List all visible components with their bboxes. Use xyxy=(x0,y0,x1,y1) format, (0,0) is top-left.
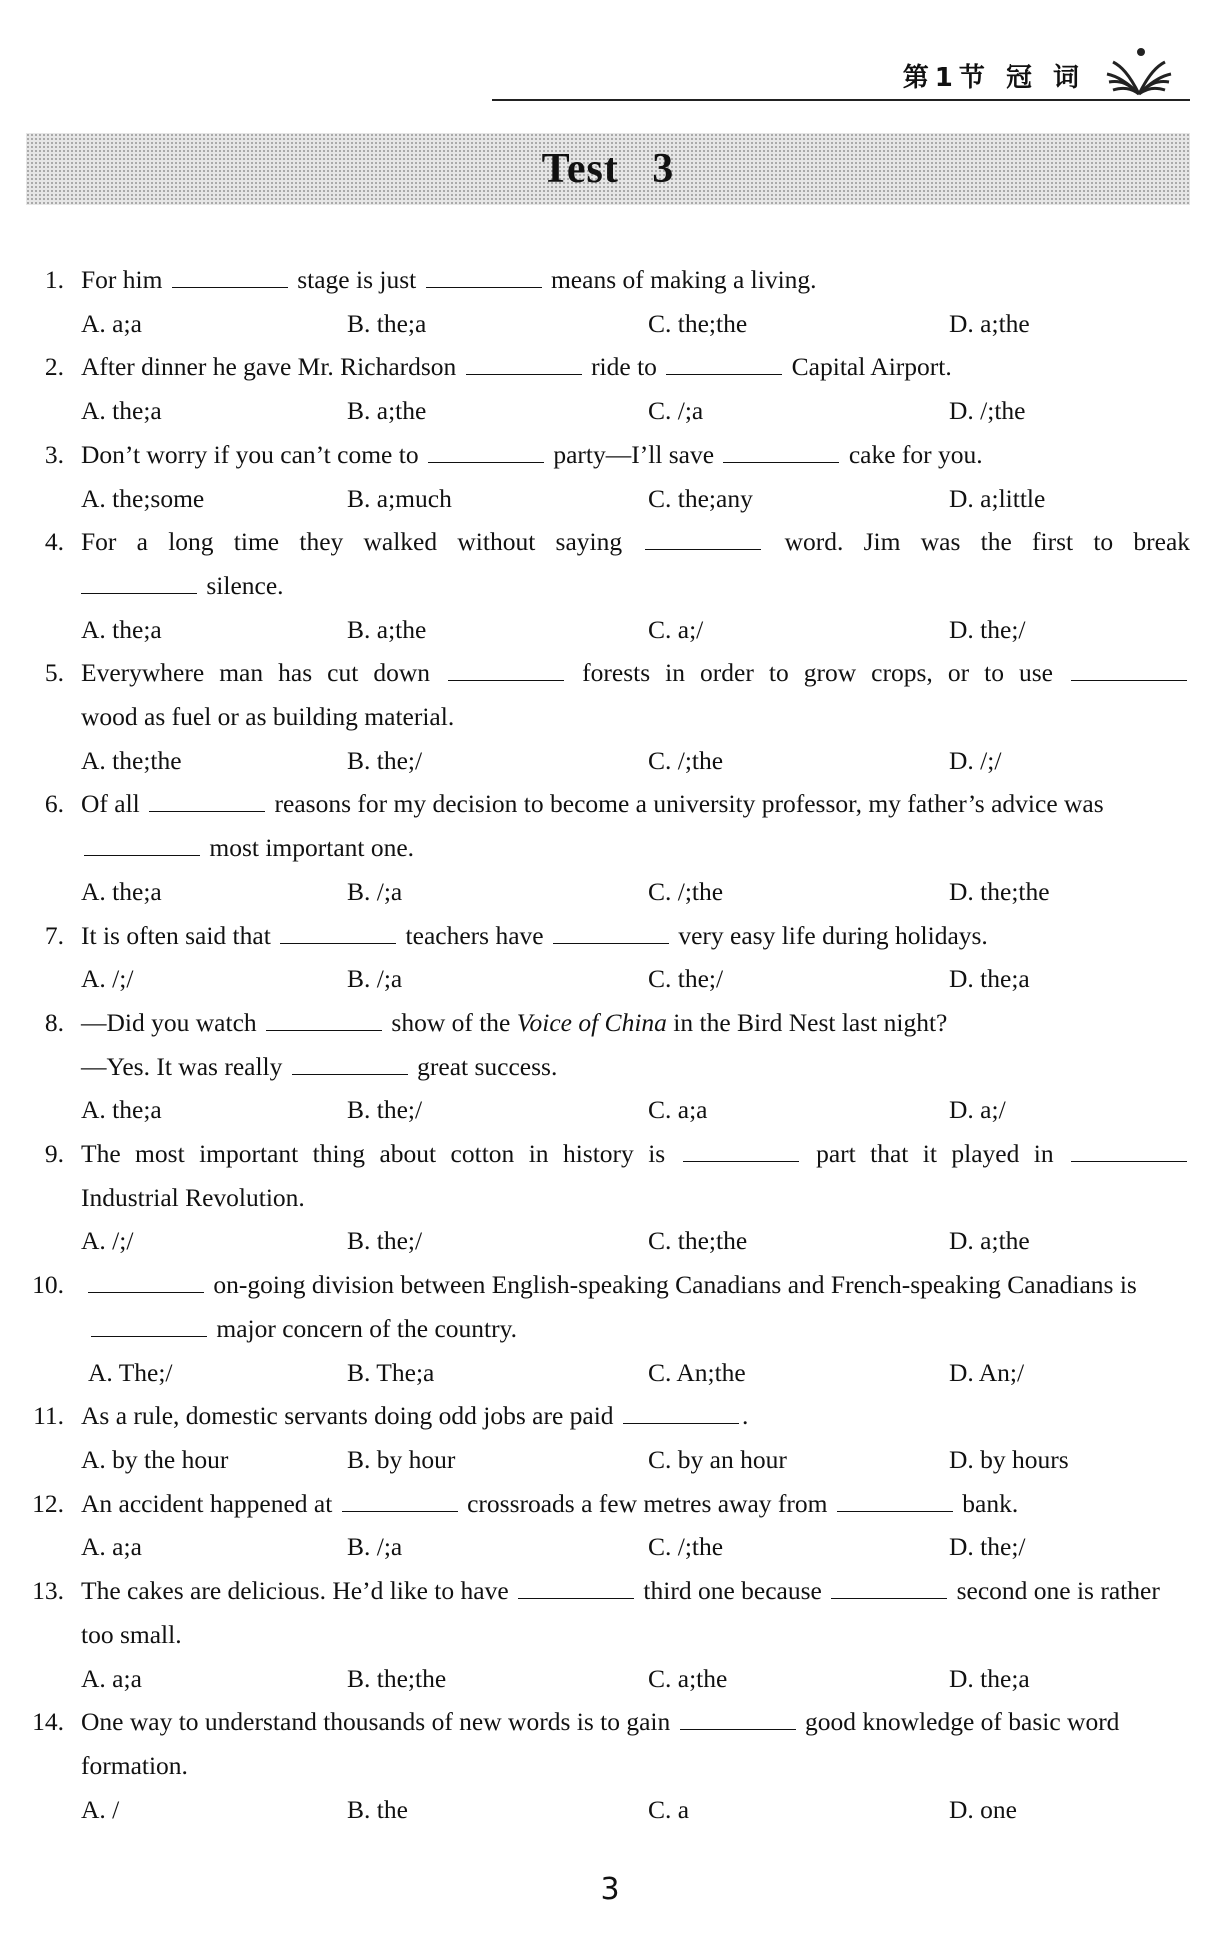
answer-options xyxy=(0,739,1220,783)
answer-blank xyxy=(342,1491,458,1512)
answer-blank xyxy=(149,791,265,812)
stem-text: One way to understand thousands of new words is to gain xyxy=(81,1707,671,1737)
question-stem xyxy=(0,651,1220,738)
question-stem xyxy=(0,782,1220,869)
stem-text: For him xyxy=(81,265,163,294)
option-b: B. a;the xyxy=(347,614,427,644)
option-a: A. the;a xyxy=(81,614,162,644)
question-stem xyxy=(0,520,1220,607)
stem-text: It is often said that xyxy=(81,920,271,950)
answer-blank xyxy=(84,835,200,856)
answer-options xyxy=(0,477,1220,521)
answer-blank xyxy=(172,267,288,288)
question-13 xyxy=(0,1569,1220,1700)
stem-text: crossroads a few metres away from xyxy=(467,1488,828,1518)
stem-text: second one is rather too small. xyxy=(81,1576,1160,1649)
question-number: 5. xyxy=(44,658,64,688)
question-7 xyxy=(0,914,1220,1001)
answer-options xyxy=(0,389,1220,433)
question-number: 10. xyxy=(32,1270,64,1300)
question-number: 14. xyxy=(32,1707,64,1737)
leaf-book-logo-icon xyxy=(1103,44,1175,107)
question-stem xyxy=(0,1263,1220,1350)
question-8 xyxy=(0,1001,1220,1132)
stem-text: part that it played in xyxy=(816,1139,1054,1169)
answer-blank xyxy=(280,923,396,944)
option-d: D. a;/ xyxy=(949,1095,1006,1125)
option-a: A. /;/ xyxy=(81,964,134,994)
stem-text: on-going division between English-speaking Canadians and French-speaking Canadians is xyxy=(213,1270,1137,1300)
test-title: Test 3 xyxy=(541,146,675,192)
question-number: 9. xyxy=(44,1139,64,1169)
stem-text: word. Jim was the first to break xyxy=(784,527,1191,557)
question-stem xyxy=(0,1482,1220,1526)
option-b: B. a;much xyxy=(347,483,452,513)
question-12 xyxy=(0,1482,1220,1569)
option-a: A. by the hour xyxy=(81,1444,229,1474)
question-stem xyxy=(0,1569,1220,1656)
stem-text: Industrial Revolution. xyxy=(81,1182,305,1212)
stem-text: most important one. xyxy=(209,833,415,863)
option-c: C. a;/ xyxy=(648,614,704,644)
option-d: D. /;/ xyxy=(949,745,1002,775)
question-stem xyxy=(0,1132,1220,1219)
answer-blank xyxy=(683,1141,799,1162)
question-1 xyxy=(0,258,1220,345)
answer-options xyxy=(0,1351,1220,1395)
option-b: B. /;a xyxy=(347,1532,403,1562)
answer-blank xyxy=(553,923,669,944)
option-a: A. /;/ xyxy=(81,1226,134,1256)
question-stem xyxy=(0,1700,1220,1787)
option-d: D. the;a xyxy=(949,1663,1030,1693)
stem-text: reasons for my decision to become a university professor, my father’s advice was xyxy=(274,789,1104,819)
answer-blank xyxy=(88,1272,204,1293)
stem-text: ride to xyxy=(591,352,657,382)
option-a: A. a;a xyxy=(81,1663,142,1693)
stem-text: . xyxy=(741,1401,749,1431)
question-stem xyxy=(0,1001,1220,1088)
option-b: B. a;the xyxy=(347,396,427,426)
question-number: 2. xyxy=(44,352,64,382)
answer-blank xyxy=(1071,1141,1187,1162)
stem-text: good knowledge of basic word formation. xyxy=(81,1707,1120,1780)
question-number: 4. xyxy=(44,527,64,557)
answer-blank xyxy=(1071,660,1187,681)
question-number: 3. xyxy=(44,439,64,469)
option-a: A. the;a xyxy=(81,1095,162,1125)
question-list xyxy=(0,258,1220,1831)
answer-blank xyxy=(680,1709,796,1730)
option-d: D. the;/ xyxy=(949,1532,1026,1562)
question-number: 13. xyxy=(32,1576,64,1606)
option-c: C. by an hour xyxy=(648,1444,787,1474)
answer-blank xyxy=(266,1010,382,1031)
stem-text: in the Bird Nest last night? xyxy=(673,1007,948,1037)
stem-text: —Did you watch xyxy=(81,1007,257,1037)
option-c: C. a xyxy=(648,1794,690,1824)
question-3 xyxy=(0,433,1220,520)
question-number: 6. xyxy=(44,789,64,819)
header-rule xyxy=(492,99,1190,101)
option-a: A. the;the xyxy=(81,745,182,775)
answer-blank xyxy=(623,1403,739,1424)
option-c: C. /;the xyxy=(648,1532,724,1562)
stem-text: bank. xyxy=(962,1488,1019,1518)
option-c: C. the;any xyxy=(648,483,753,513)
option-b: B. /;a xyxy=(347,964,403,994)
title-banner xyxy=(26,133,1190,205)
stem-text: cake for you. xyxy=(848,439,983,469)
stem-text: party—I’ll save xyxy=(553,439,715,469)
option-c: C. a;the xyxy=(648,1663,728,1693)
answer-blank xyxy=(466,354,582,375)
option-b: B. by hour xyxy=(347,1444,456,1474)
stem-text: third one because xyxy=(643,1576,822,1606)
question-2 xyxy=(0,345,1220,432)
option-b: B. the xyxy=(347,1794,408,1824)
option-b: B. the;/ xyxy=(347,1095,423,1125)
stem-text: wood as fuel or as building material. xyxy=(81,702,455,732)
option-d: D. by hours xyxy=(949,1444,1069,1474)
option-c: C. the;the xyxy=(648,1226,748,1256)
answer-blank xyxy=(426,267,542,288)
answer-blank xyxy=(428,442,544,463)
answer-blank xyxy=(837,1491,953,1512)
option-b: B. The;a xyxy=(347,1357,435,1387)
option-b: B. the;/ xyxy=(347,1226,423,1256)
answer-blank xyxy=(292,1054,408,1075)
stem-text: major concern of the country. xyxy=(216,1313,518,1343)
question-stem xyxy=(0,433,1220,477)
question-number: 1. xyxy=(44,265,64,294)
stem-text: For a long time they walked without saying xyxy=(81,527,623,557)
answer-options xyxy=(0,870,1220,914)
section-title: 第1节 冠 词 xyxy=(902,63,1085,93)
option-d: D. a;the xyxy=(949,1226,1030,1256)
stem-text: The most important thing about cotton in history is xyxy=(81,1139,666,1169)
option-c: C. /;a xyxy=(648,396,704,426)
stem-text: An accident happened at xyxy=(81,1488,333,1518)
page-number: 3 xyxy=(600,1872,620,1907)
stem-text: —Yes. It was really xyxy=(81,1051,283,1081)
stem-text: teachers have xyxy=(405,920,544,950)
answer-blank xyxy=(645,529,761,550)
option-d: D. the;the xyxy=(949,876,1050,906)
option-d: D. the;/ xyxy=(949,614,1026,644)
question-11 xyxy=(0,1394,1220,1481)
option-a: A. the;a xyxy=(81,876,162,906)
answer-options xyxy=(0,957,1220,1001)
answer-blank xyxy=(831,1578,947,1599)
option-d: D. one xyxy=(949,1794,1017,1824)
answer-options xyxy=(0,1438,1220,1482)
question-6 xyxy=(0,782,1220,913)
option-a: A. The;/ xyxy=(88,1357,173,1387)
question-stem xyxy=(0,345,1220,389)
stem-text: After dinner he gave Mr. Richardson xyxy=(81,352,457,382)
option-d: D. a;the xyxy=(949,308,1030,338)
option-a: A. / xyxy=(81,1794,120,1824)
option-b: B. /;a xyxy=(347,876,403,906)
stem-text: silence. xyxy=(206,570,284,600)
question-number: 11. xyxy=(33,1401,64,1431)
answer-options xyxy=(0,608,1220,652)
answer-blank xyxy=(518,1578,634,1599)
option-b: B. the;a xyxy=(347,308,427,338)
option-a: A. a;a xyxy=(81,1532,142,1562)
stem-italic-title: Voice of China xyxy=(516,1007,667,1037)
question-number: 8. xyxy=(44,1007,64,1037)
question-stem xyxy=(0,258,1220,302)
answer-blank xyxy=(666,354,782,375)
stem-text: Capital Airport. xyxy=(791,352,952,382)
question-4 xyxy=(0,520,1220,651)
option-b: B. the;/ xyxy=(347,745,423,775)
answer-options xyxy=(0,1657,1220,1701)
question-number: 12. xyxy=(32,1488,64,1518)
stem-text: As a rule, domestic servants doing odd jobs are paid xyxy=(81,1401,614,1431)
option-d: D. the;a xyxy=(949,964,1030,994)
option-c: C. An;the xyxy=(648,1357,746,1387)
option-a: A. the;some xyxy=(81,483,205,513)
stem-text: Don’t worry if you can’t come to xyxy=(81,439,419,469)
answer-blank xyxy=(723,442,839,463)
stem-text: show of the xyxy=(391,1007,511,1037)
answer-options xyxy=(0,1788,1220,1832)
question-stem xyxy=(0,1394,1220,1438)
option-d: D. /;the xyxy=(949,396,1026,426)
question-5 xyxy=(0,651,1220,782)
option-a: A. a;a xyxy=(81,308,142,338)
option-c: C. the;the xyxy=(648,308,748,338)
stem-text: forests in order to grow crops, or to use xyxy=(582,658,1053,688)
stem-text: means of making a living. xyxy=(550,265,817,294)
option-c: C. a;a xyxy=(648,1095,708,1125)
option-d: D. An;/ xyxy=(949,1357,1025,1387)
page-header xyxy=(903,44,1175,107)
question-9 xyxy=(0,1132,1220,1263)
answer-options xyxy=(0,302,1220,346)
option-c: C. the;/ xyxy=(648,964,724,994)
option-a: A. the;a xyxy=(81,396,162,426)
answer-options xyxy=(0,1088,1220,1132)
stem-text: The cakes are delicious. He’d like to have xyxy=(81,1576,509,1606)
answer-blank xyxy=(448,660,564,681)
stem-text: Everywhere man has cut down xyxy=(81,658,431,688)
answer-options xyxy=(0,1219,1220,1263)
question-stem xyxy=(0,914,1220,958)
question-10 xyxy=(0,1263,1220,1394)
question-14 xyxy=(0,1700,1220,1831)
stem-text: great success. xyxy=(417,1051,558,1081)
answer-options xyxy=(0,1525,1220,1569)
stem-text: Of all xyxy=(81,789,140,819)
option-c: C. /;the xyxy=(648,876,724,906)
option-d: D. a;little xyxy=(949,483,1046,513)
answer-blank xyxy=(91,1316,207,1337)
stem-text: very easy life during holidays. xyxy=(678,920,988,950)
answer-blank xyxy=(81,573,197,594)
stem-text: stage is just xyxy=(297,265,417,294)
question-number: 7. xyxy=(44,920,64,950)
option-b: B. the;the xyxy=(347,1663,447,1693)
option-c: C. /;the xyxy=(648,745,724,775)
